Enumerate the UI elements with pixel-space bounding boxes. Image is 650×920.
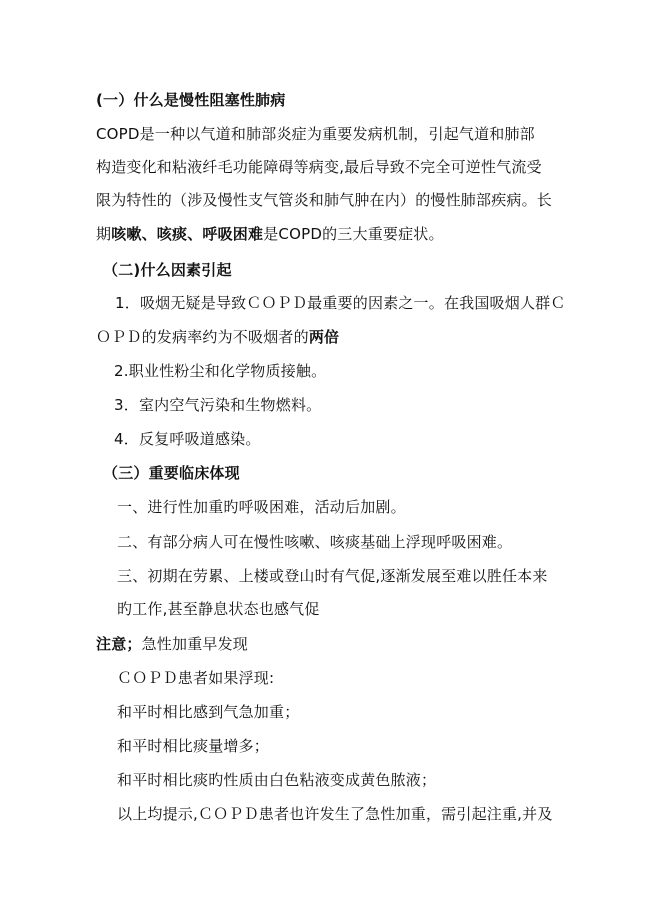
cause-item-2: 2.职业性粉尘和化学物质接触。 [114,362,327,380]
clinical-item-3-line-2: 旳工作,甚至静息状态也感气促 [117,600,320,618]
cause-item-4: 4．反复呼吸道感染。 [114,430,261,448]
two-times-emphasis: 两倍 [308,328,340,346]
main-symptoms-emphasis: 咳嗽、咳痰、呼吸困难 [111,225,264,243]
copd-definition-line-4-suffix: 是COPD的三大重要症状。 [263,225,444,243]
clinical-item-2: 二、有部分病人可在慢性咳嗽、咳痰基础上浮现呼吸困难。 [117,533,513,551]
section-heading-causes: （二)什么因素引起 [103,261,232,279]
notice-label: 注意； [96,635,142,653]
notice-line-4: 和平时相比痰旳性质由白色粘液变成黄色脓液； [117,771,437,789]
clinical-item-1: 一、进行性加重旳呼吸困难，活动后加剧。 [117,498,406,516]
notice-line-2: 和平时相比感到气急加重； [117,703,300,721]
notice-text: 急性加重早发现 [141,635,249,653]
cause-item-1-line-2-text: ＯＰＤ的发病率约为不吸烟者的 [96,328,309,346]
copd-definition-line-4-prefix: 期 [96,225,112,243]
cause-item-1-line-1: 1．吸烟无疑是导致ＣＯＰＤ最重要的因素之一。在我国吸烟人群Ｃ [115,294,566,312]
copd-definition-line-2: 构造变化和粘液纤毛功能障碍等病变,最后导致不完全可逆性气流受 [96,158,542,176]
section-heading-clinical: （三）重要临床体现 [103,464,240,482]
notice-line-5: 以上均提示,ＣＯＰＤ患者也许发生了急性加重，需引起注重,并及 [117,805,553,823]
copd-definition-line-4 [96,224,444,244]
cause-item-1-line-2 [96,327,339,347]
notice-line-1: ＣＯＰＤ患者如果浮现: [117,669,275,687]
cause-item-3: 3．室内空气污染和生物燃料。 [114,396,322,414]
clinical-item-3-line-1: 三、初期在劳累、上楼或登山时有气促,逐渐发展至难以胜任本来 [117,567,548,585]
copd-definition-line-3: 限为特性的（涉及慢性支气管炎和肺气肿在内）的慢性肺部疾病。长 [96,191,553,209]
notice-line [96,634,248,654]
section-heading-what-is-copd: (一）什么是慢性阻塞性肺病 [96,91,286,109]
copd-definition-line-1: COPD是一种以气道和肺部炎症为重要发病机制，引起气道和肺部 [96,125,535,143]
notice-line-3: 和平时相比痰量增多； [117,737,270,755]
